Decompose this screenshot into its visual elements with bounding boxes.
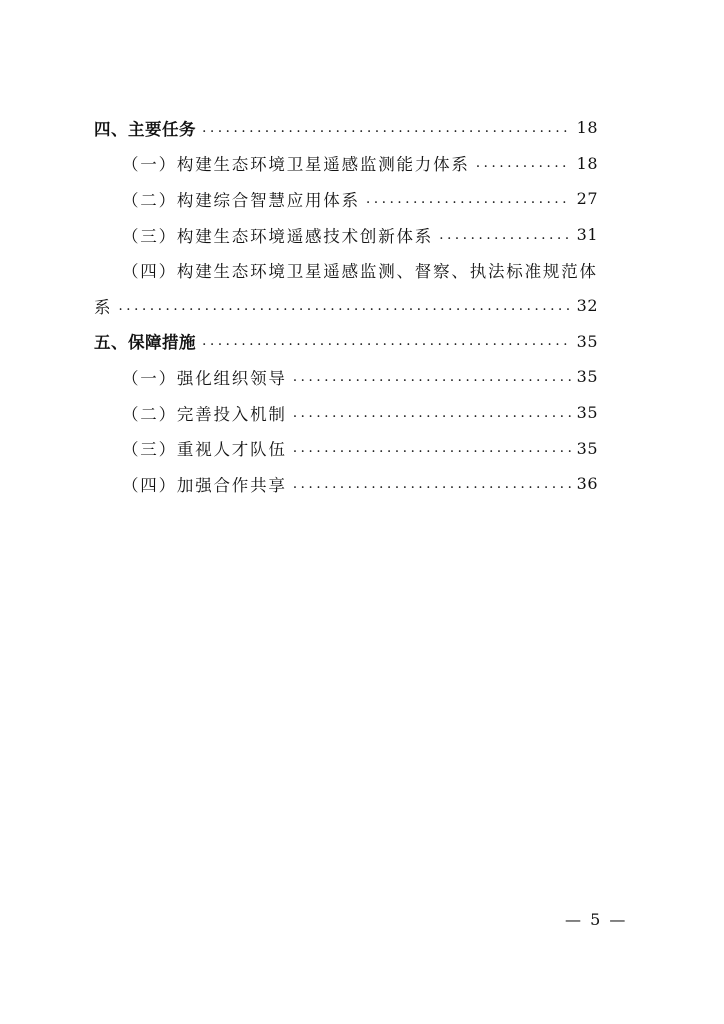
- toc-entry-page: 31: [576, 225, 598, 245]
- toc-entry-page: 35: [576, 403, 598, 423]
- toc-entry-title: （二）构建综合智慧应用体系: [122, 190, 360, 210]
- toc-entry-section-5[interactable]: [94, 324, 598, 360]
- toc-entry-4-1[interactable]: [94, 146, 598, 182]
- dot-leader: [293, 440, 571, 456]
- dot-leader: [293, 369, 571, 385]
- toc-entry-title-continued: 系: [94, 297, 113, 317]
- dot-leader: [293, 405, 571, 421]
- toc-entry-title: （二）完善投入机制: [122, 404, 287, 424]
- toc-entry-page: 35: [576, 331, 598, 351]
- toc-entry-page: 18: [576, 118, 598, 138]
- toc-entry-page: 35: [576, 367, 598, 387]
- dot-leader: [476, 155, 571, 171]
- toc-entry-5-2[interactable]: [94, 395, 598, 431]
- toc-entry-title: （一）构建生态环境卫星遥感监测能力体系: [122, 155, 470, 175]
- toc-entry-title: 四、主要任务: [94, 119, 196, 139]
- toc-entry-page: 27: [576, 189, 598, 209]
- toc-entry-page: 35: [576, 438, 598, 458]
- toc-entry-5-1[interactable]: [94, 359, 598, 395]
- dot-leader: [202, 333, 571, 349]
- page-number-footer: — 5 —: [565, 910, 628, 929]
- toc-entry-page: 36: [576, 474, 598, 494]
- toc-entry-title: 五、保障措施: [94, 333, 196, 353]
- toc-entry-title: （一）强化组织领导: [122, 368, 287, 388]
- toc-entry-title: （三）构建生态环境遥感技术创新体系: [122, 226, 434, 246]
- toc-entry-section-4[interactable]: [94, 110, 598, 146]
- table-of-contents: [94, 110, 598, 502]
- toc-entry-5-4[interactable]: [94, 466, 598, 502]
- toc-entry-4-4-line2[interactable]: [94, 288, 598, 324]
- toc-entry-page: 18: [576, 153, 598, 173]
- toc-entry-4-2[interactable]: [94, 181, 598, 217]
- toc-entry-5-3[interactable]: [94, 430, 598, 466]
- toc-entry-4-4-line1[interactable]: [94, 252, 598, 288]
- dot-leader: [202, 120, 571, 136]
- toc-entry-page: 32: [576, 296, 598, 316]
- dot-leader: [439, 227, 571, 243]
- toc-entry-title: （三）重视人才队伍: [122, 440, 287, 460]
- dot-leader: [118, 298, 570, 314]
- toc-entry-title: （四）构建生态环境卫星遥感监测、督察、执法标准规范体: [122, 262, 598, 282]
- dot-leader: [366, 191, 571, 207]
- toc-entry-4-3[interactable]: [94, 217, 598, 253]
- toc-entry-title: （四）加强合作共享: [122, 475, 287, 495]
- dot-leader: [293, 476, 571, 492]
